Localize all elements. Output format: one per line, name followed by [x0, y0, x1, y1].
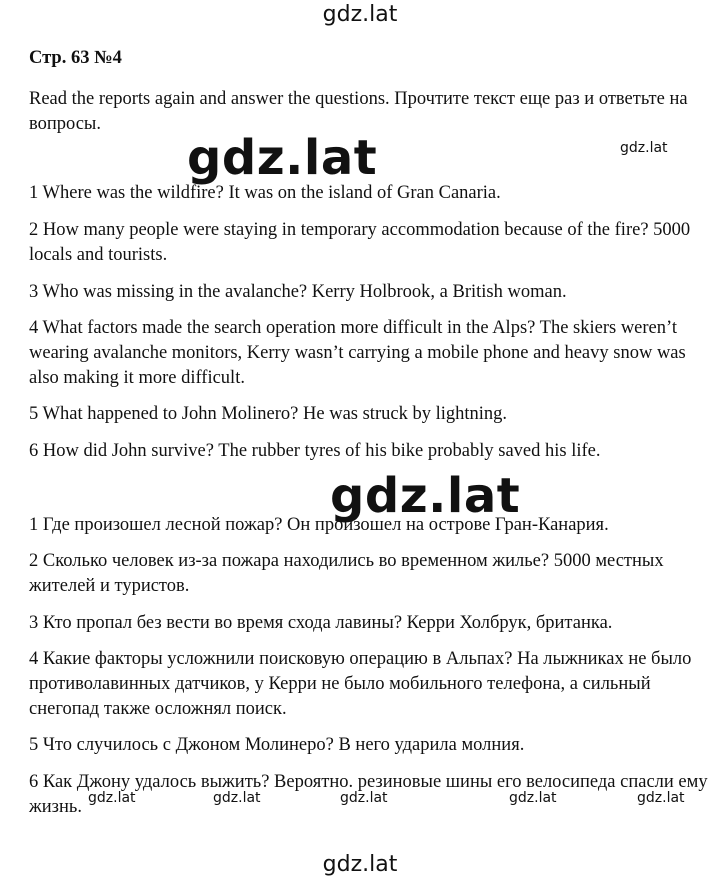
watermark-row-1: gdz.lat: [88, 790, 136, 806]
english-answer-4: 4 What factors made the search operation more difficult in the Alps? The skiers weren’t wearing avalanche monitors, Kerry wasn’t carrying a mobile phone and heavy snow was also making it more difficult.: [29, 318, 686, 388]
watermark-large-2: gdz.lat: [330, 468, 521, 524]
watermark-row-4: gdz.lat: [509, 790, 557, 806]
watermark-row-3: gdz.lat: [340, 790, 388, 806]
russian-answer-5: 5 Что случилось с Джоном Молинеро? В него ударила молния.: [29, 735, 525, 755]
page-heading: Стр. 63 №4: [29, 48, 122, 68]
watermark-bottom: gdz.lat: [322, 852, 398, 877]
watermark-top: gdz.lat: [322, 2, 398, 27]
russian-answer-1: 1 Где произошел лесной пожар? Он произошел на острове Гран-Канария.: [29, 515, 609, 535]
watermark-side: gdz.lat: [620, 140, 668, 156]
watermark-row-5: gdz.lat: [637, 790, 685, 806]
russian-answer-2: 2 Сколько человек из-за пожара находились во временном жилье? 5000 местных жителей и туристов.: [29, 551, 664, 596]
english-answer-6: 6 How did John survive? The rubber tyres of his bike probably saved his life.: [29, 441, 601, 461]
russian-answer-6: 6 Как Джону удалось выжить? Вероятно. резиновые шины его велосипеда спасли ему жизнь.: [29, 772, 708, 817]
english-answer-1: 1 Where was the wildfire? It was on the island of Gran Canaria.: [29, 183, 501, 203]
english-answer-3: 3 Who was missing in the avalanche? Kerry Holbrook, a British woman.: [29, 282, 567, 302]
russian-answer-3: 3 Кто пропал без вести во время схода лавины? Керри Холбрук, британка.: [29, 613, 613, 633]
intro-text: Read the reports again and answer the questions. Прочтите текст еще раз и ответьте на вопросы.: [29, 89, 688, 134]
russian-answer-4: 4 Какие факторы усложнили поисковую операцию в Альпах? На лыжниках не было противолавинных датчиков, у Керри не было мобильного телефона, а сильный снегопад также осложнял поиск.: [29, 649, 692, 719]
watermark-row-2: gdz.lat: [213, 790, 261, 806]
english-answer-2: 2 How many people were staying in temporary accommodation because of the fire? 5000 locals and tourists.: [29, 220, 691, 265]
watermark-large-1: gdz.lat: [187, 130, 378, 186]
english-answer-5: 5 What happened to John Molinero? He was struck by lightning.: [29, 404, 508, 424]
